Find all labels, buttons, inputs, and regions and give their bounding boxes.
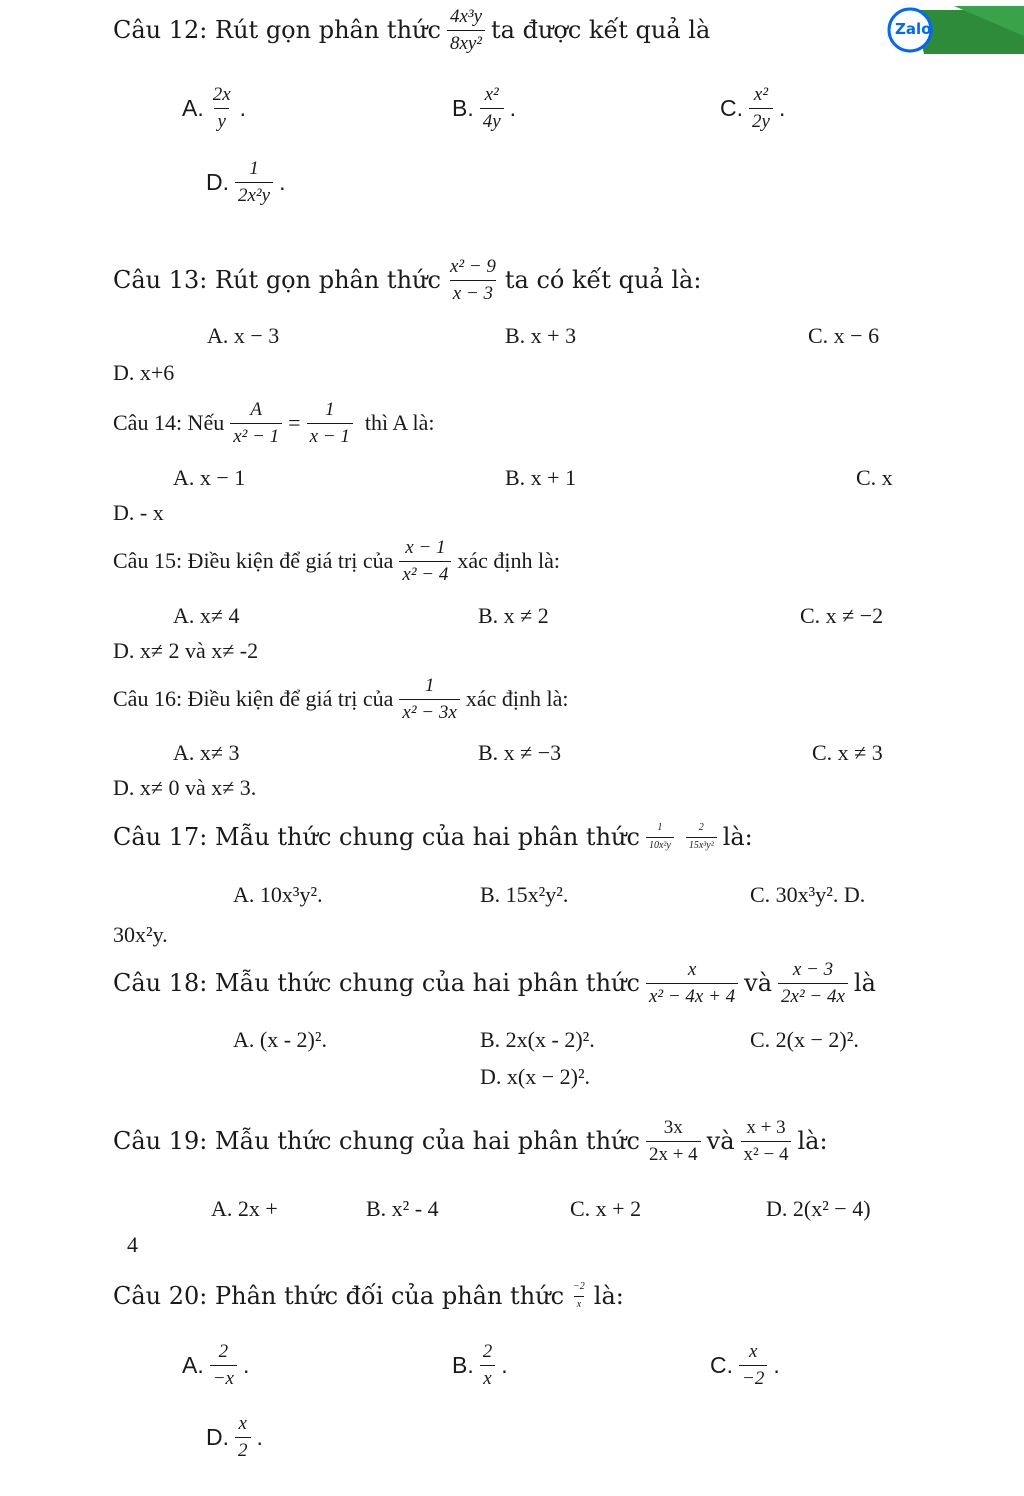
q14-option-a[interactable]: A. x − 1 [173, 465, 246, 490]
q13-option-d[interactable]: D. x+6 [113, 360, 175, 385]
question-16: Câu 16: Điều kiện để giá trị của $\frac{1}{\text{x² − 3x}}$ xác định là: [113, 674, 569, 723]
q16-option-b[interactable]: B. x ≠ −3 [478, 740, 562, 765]
q13-suffix: ta có kết quả là: [504, 266, 702, 294]
q18-option-b[interactable]: B. 2x(x - 2)². [480, 1027, 595, 1052]
q12-option-a[interactable]: A. $\frac{2x}{y}$ . [182, 83, 247, 132]
q14-option-b[interactable]: B. x + 1 [505, 465, 577, 490]
question-20: Câu 20: Phân thức đối của phân thức $\frac{-2}{x}$ là: [113, 1281, 624, 1310]
q15-option-b[interactable]: B. x ≠ 2 [478, 603, 549, 628]
q20-option-d[interactable]: D. $\frac{x}{2}$ . [206, 1412, 263, 1461]
q20-option-c[interactable]: C. $\frac{x}{-2}$ . [710, 1340, 780, 1389]
zalo-badge[interactable] [884, 6, 1024, 54]
q19-option-a-continued: 4 [127, 1232, 138, 1257]
q17-option-c[interactable]: C. 30x³y². D. [750, 882, 866, 907]
q19-prompt: Câu 19: Mẫu thức chung của hai phân thức [113, 1127, 640, 1155]
q14-option-c[interactable]: C. x [856, 465, 893, 490]
q12-option-b[interactable]: B. $\frac{\text{x²}}{4y}$ . [452, 83, 517, 132]
q16-option-a[interactable]: A. x≠ 3 [173, 740, 240, 765]
question-19: Câu 19: Mẫu thức chung của hai phân thức $\frac{3x}{2x + 4}$ và $\frac{x + 3}{\text{x² − 4}}$ là: [113, 1116, 828, 1165]
question-15: Câu 15: Điều kiện để giá trị của $\frac{x - 1}{\text{x² − 4}}$ xác định là: [113, 536, 561, 585]
q18-option-c[interactable]: C. 2(x − 2)². [750, 1027, 859, 1052]
q14-option-d[interactable]: D. - x [113, 500, 164, 525]
q17-option-d[interactable]: 30x²y. [113, 922, 168, 947]
q16-option-d[interactable]: D. x≠ 0 và x≠ 3. [113, 775, 257, 800]
q17-option-b[interactable]: B. 15x²y². [480, 882, 569, 907]
q15-prompt: Câu 15: Điều kiện để giá trị của [113, 548, 394, 573]
q12-prompt: Câu 12: Rút gọn phân thức [113, 16, 441, 44]
q20-option-b[interactable]: B. $\frac{2}{x}$ . [452, 1340, 508, 1389]
q15-option-c[interactable]: C. x ≠ −2 [800, 603, 884, 628]
q18-option-d[interactable]: D. x(x − 2)². [480, 1064, 591, 1089]
q20-fraction: $\frac{-2}{x}$ [573, 1281, 585, 1310]
q12-option-d[interactable]: D. $\frac{1}{\text{2x²y}}$ . [206, 157, 286, 206]
q19-option-c[interactable]: C. x + 2 [570, 1196, 642, 1221]
q17-option-a[interactable]: A. 10x³y². [233, 882, 323, 907]
q13-option-a[interactable]: A. x − 3 [207, 323, 280, 348]
q15-option-a[interactable]: A. x≠ 4 [173, 603, 240, 628]
q12-suffix: ta được kết quả là [491, 16, 711, 44]
q16-prompt: Câu 16: Điều kiện để giá trị của [113, 686, 394, 711]
q13-option-c[interactable]: C. x − 6 [808, 323, 880, 348]
q12-fraction: $\frac{\text{4x³y}}{\text{8xy²}}$ [447, 7, 485, 54]
q13-fraction: $\frac{\text{x² − 9}}{x - 3}$ [449, 255, 496, 304]
zalo-label: Zalo [895, 20, 932, 38]
q18-prompt: Câu 18: Mẫu thức chung của hai phân thức [113, 969, 640, 997]
q12-option-c[interactable]: C. $\frac{\text{x²}}{2y}$ . [720, 83, 786, 132]
q13-prompt: Câu 13: Rút gọn phân thức [113, 266, 441, 294]
q13-option-b[interactable]: B. x + 3 [505, 323, 577, 348]
q19-option-d[interactable]: D. 2(x² − 4) [766, 1196, 871, 1221]
question-18: Câu 18: Mẫu thức chung của hai phân thức $\frac{x}{\text{x² − 4x + 4}}$ và $\frac{x - 3}{\text{2x² − 4x}}$ là [113, 958, 876, 1007]
question-12 [113, 4, 710, 56]
q19-option-a[interactable]: A. 2x + [211, 1196, 278, 1221]
q15-option-d[interactable]: D. x≠ 2 và x≠ -2 [113, 638, 259, 663]
q20-option-a[interactable]: A. $\frac{2}{-x}$ . [182, 1340, 250, 1389]
question-14: Câu 14: Nếu $\frac{A}{\text{x² − 1}}$ = $\frac{1}{x - 1}$ thì A là: [113, 398, 435, 447]
q18-option-a[interactable]: A. (x - 2)². [233, 1027, 327, 1052]
q17-prompt: Câu 17: Mẫu thức chung của hai phân thức [113, 823, 640, 851]
q17-fraction-2: $\frac{2}{\text{15x³y²}}$ [686, 823, 717, 851]
q20-prompt: Câu 20: Phân thức đối của phân thức [113, 1282, 565, 1310]
q14-prompt: Câu 14: Nếu [113, 410, 225, 435]
q17-fraction-1: $\frac{1}{\text{10x²y}}$ [646, 823, 674, 851]
question-17: Câu 17: Mẫu thức chung của hai phân thức $\frac{1}{\text{10x²y}}$ $\frac{2}{\text{15x³y²}}$ là: [113, 822, 753, 851]
question-13 [113, 252, 701, 308]
q16-option-c[interactable]: C. x ≠ 3 [812, 740, 883, 765]
q19-option-b[interactable]: B. x² - 4 [366, 1196, 439, 1221]
